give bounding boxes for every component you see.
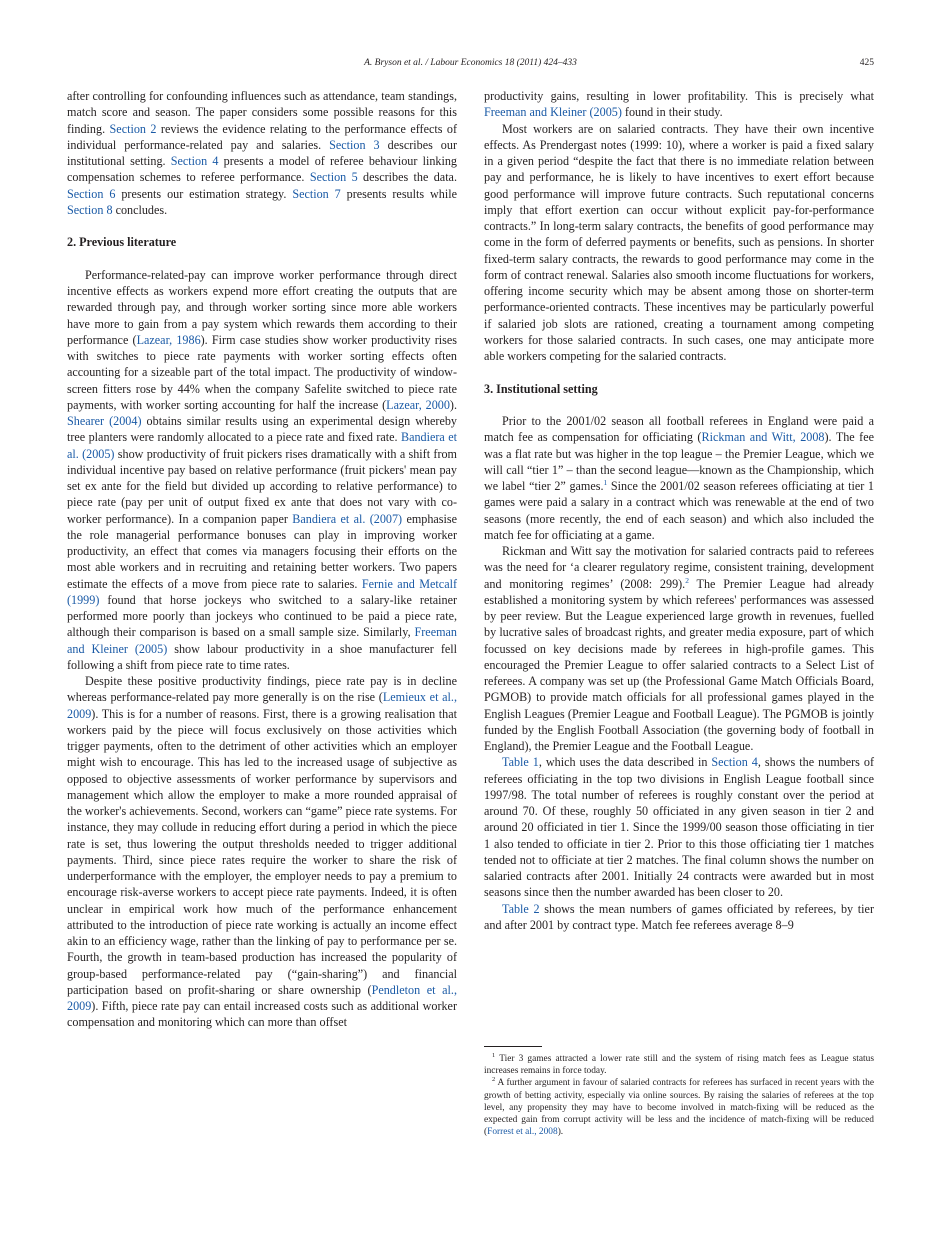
table-link[interactable]: Table 2: [502, 901, 540, 916]
body-paragraph: Despite these positive productivity findings, piece rate pay is in decline whereas performance-related pay more generally is on the rise (Lemieux et al., 2009). This is for a number of reasons. First, there is a growing realisation that workers paid by the piece will focus exclusively on those activities which trigger payments, often to the detriment of other activities which an employer might wish to encourage. This has led to the increased usage of subjective as opposed to objective assessments of worker performance by supervisors and management which allow the employer to make a more rounded appraisal of the worker's achievements. Second, workers can “game” piece rate systems. For instance, they may collude in reducing effort during a period in which the piece rate is set, thus lowering the output thresholds needed to trigger additional payments. Third, since piece rates require the worker to share the risk of underperformance with the employer, the employer needs to pay a premium to encourage risk-averse workers to accept piece rate payments. Indeed, it is often unclear in empirical work how much of the performance enhancement attributed to the introduction of piece rate working is actually an income effect akin to an efficiency wage, rather than the linking of pay to performance per se. Fourth, the growth in team-based production has increased the popularity of group-based performance-related pay (“gain-sharing”) and financial participation based on profit-sharing or share ownership (Pendleton et al., 2009). Fifth, piece rate pay can entail increased costs such as additional worker compensation and monitoring which can more than offset: [67, 674, 457, 1030]
footnote: $^2$ A further argument in favour of salaried contracts for referees has surfaced in recent years with the growth of betting activity, especially via online sources. By raising the salaries of referees at the top level, any propensity they may have to become involved in match-fixing will be reduced as the expected gain from corrupt activity will be less and the incidence of match-fixing will be reduced (Forrest et al., 2008).: [484, 1076, 874, 1138]
citation-link[interactable]: Pendleton et al., 2009: [67, 982, 457, 1013]
left-column: [67, 88, 457, 1031]
citation-link[interactable]: Freeman and Kleiner (2005): [67, 625, 457, 656]
citation-link[interactable]: Forrest et al., 2008: [487, 1127, 558, 1138]
body-paragraph: productivity gains, resulting in lower profitability. This is precisely what Freeman and Kleiner (2005) found in their study.: [484, 89, 874, 120]
running-header: [67, 58, 874, 72]
citation-link[interactable]: Bandiera et al. (2005): [67, 430, 457, 461]
citation-link[interactable]: Shearer (2004): [67, 414, 142, 428]
link-section-4[interactable]: Section 4: [711, 755, 758, 770]
table-link[interactable]: Table 1: [502, 755, 539, 770]
citation-link[interactable]: Lazear, 1986: [136, 332, 201, 347]
right-column: [484, 88, 874, 933]
section-heading-institutional-setting: 3. Institutional setting: [484, 381, 598, 396]
footnote: $^1$ Tier 3 games attracted a lower rate still and the system of rising match fees as League status increases remains in force today.: [484, 1051, 874, 1077]
citation-link[interactable]: Lazear, 2000: [386, 397, 450, 412]
citation-link[interactable]: Fernie and Metcalf (1999): [67, 576, 458, 607]
link-section-8[interactable]: Section 8: [67, 202, 113, 217]
footnote-marker[interactable]: 1: [603, 477, 608, 487]
footnote-divider: [484, 1046, 542, 1047]
footnote-marker[interactable]: 2: [685, 575, 689, 585]
link-section-6[interactable]: Section 6: [67, 186, 116, 201]
citation-link[interactable]: Lemieux et al., 2009: [67, 690, 457, 721]
link-section-2[interactable]: Section 2: [109, 121, 157, 136]
body-paragraph: Rickman and Witt say the motivation for salaried contracts paid to referees was the need for ‘a clearer regulatory regime, consistent training, development and monitoring regimes’ (2008: 299).$^2$ The Premier League had already established a monitoring system by which referees' performances was assessed by peer review. But the League experienced large growth in revenues, fuelled by lucrative sales of broadcast rights, and greater media exposure, part of which focussed on key decisions made by referees in high-profile games. This encouraged the Premier League to offer salaried contracts to a Select List of referees. A company was set up (the Professional Game Match Officials Board, PGMOB) to provide match officials for all professional games played in the English Leagues (Premier League and Football League). The PGMOB is jointly funded by the English Football Association (the governing body of football in England), the Premier League and the Football League.: [484, 544, 874, 753]
section-heading-previous-literature: 2. Previous literature: [67, 235, 177, 250]
running-title: A. Bryson et al. / Labour Economics 18 (2011) 424–433: [364, 58, 577, 68]
page-number: 425: [859, 58, 874, 68]
footnotes: [484, 1046, 874, 1138]
body-paragraph: Performance-related-pay can improve worker performance through direct incentive effects as workers expend more effort creating the outputs that are rewarded through pay, and through worker sorting since more able workers have more to gain from a pay system which rewards them according to their performance (Lazear, 1986). Firm case studies show worker productivity rises with switches to piece rate payments with worker sorting effects often accounting for a sizeable part of the total impact. The productivity of window-screen fitters rose by 44% when the company Safelite switched to piece rate payments, with worker sorting accounting for half the increase (Lazear, 2000). Shearer (2004) obtains similar results using an experimental design whereby tree planters were randomly allocated to a piece rate and fixed rate. Bandiera et al. (2005) show productivity of fruit pickers rises dramatically with a shift from individual incentive pay based on relative performance (fruit pickers' mean pay set ex ante for the field but divided up according to relative performance) to piece rate (pay per unit of output fixed ex ante that does not vary with co-worker performance). In a companion paper Bandiera et al. (2007) emphasise the role managerial performance bonuses can play in improving worker productivity, an effect that comes via managers focusing their efforts on the most able workers and in recruiting and retaining better workers. Two papers estimate the effects of a move from piece rate to salaries. Fernie and Metcalf (1999) found that horse jockeys who switched to a salary-like retainer performed more poorly than jockeys who continued to be paid a piece rate, although their comparison is based on a small sample size. Similarly, Freeman and Kleiner (2005) show labour productivity in a shoe manufacturer fell following a shift from piece rate to time rates.: [67, 267, 458, 672]
link-section-7[interactable]: Section 7: [292, 186, 341, 201]
body-paragraph: Most workers are on salaried contracts. They have their own incentive effects. As Prendergast notes (1999: 10), where a worker is paid a fixed salary in a given period “despite the fact that there is no immediate relation between pay and performance, he is likely to have incentives to exert effort because good performance will improve future contracts. Such reputational concerns imply that effort exertion can occur without explicit pay-for-performance contracts.” In long-term salary contracts, the benefits of good performance may come in the form of deferred payments or benefits, such as pensions. In shorter fixed-term salary contracts, the rewards to good performance may come in the form of contract renewal. Salaries also smooth income fluctuations for workers, offering income security which may be absent among those on shorter-term performance-oriented contracts. These incentives may be particularly powerful if salaried job slots are rationed, creating a tournament among competing workers for those salaried contracts. In such cases, one may anticipate more able workers competing for the salaried contracts.: [484, 121, 874, 363]
body-paragraph: Table 1, which uses the data described in Section 4, shows the numbers of referees officiating in the top two divisions in English League football since 1997/98. The total number of referees is roughly constant over the period at around 70. Of these, roughly 50 officiated in any given season in tier 2 and around 20 officiated in tier 1. Since the 1999/00 season those officiating in tier 1 also tended to officiate in tier 2. Prior to this those officiating tier 1 matches tended not to officiate at tier 2 matches. The final column shows the number on salaried contracts after 2001. Initially 24 contracts were awarded but in most seasons since then the number awarded has been closer to 20.: [484, 755, 874, 900]
link-section-4[interactable]: Section 4: [170, 154, 219, 168]
citation-link[interactable]: Bandiera et al. (2007): [292, 511, 403, 526]
link-section-5[interactable]: Section 5: [309, 170, 358, 185]
body-paragraph: Table 2 shows the mean numbers of games officiated by referees, by tier and after 2001 by contract type. Match fee referees average 8–9: [484, 901, 874, 932]
intro-paragraph: after controlling for confounding influences such as attendance, team standings, match score and season. The paper considers some possible reasons for this finding. Section 2 reviews the evidence relating to the performance effects of individual performance-related pay and salaries. Section 3 describes our institutional setting. Section 4 presents a model of referee behaviour linking compensation schemes to referee performance. Section 5 describes the data. Section 6 presents our estimation strategy. Section 7 presents results while Section 8 concludes.: [67, 89, 458, 217]
citation-link[interactable]: Freeman and Kleiner (2005): [484, 105, 622, 120]
body-paragraph: Prior to the 2001/02 season all football referees in England were paid a match fee as compensation for officiating (Rickman and Witt, 2008). The fee was a flat rate but was higher in the top league – the Premier League, which we will call “tier 1” – than the second league—known as the Championship, which we label “tier 2” games.$^1$ Since the 2001/02 season referees officiating at tier 1 games were paid a salary in a contract which was renewable at the end of two seasons (more recently, the end of each season) and which also included the match fee for officiating at a game.: [484, 414, 875, 542]
citation-link[interactable]: Rickman and Witt, 2008: [701, 430, 825, 445]
link-section-3[interactable]: Section 3: [329, 137, 380, 152]
